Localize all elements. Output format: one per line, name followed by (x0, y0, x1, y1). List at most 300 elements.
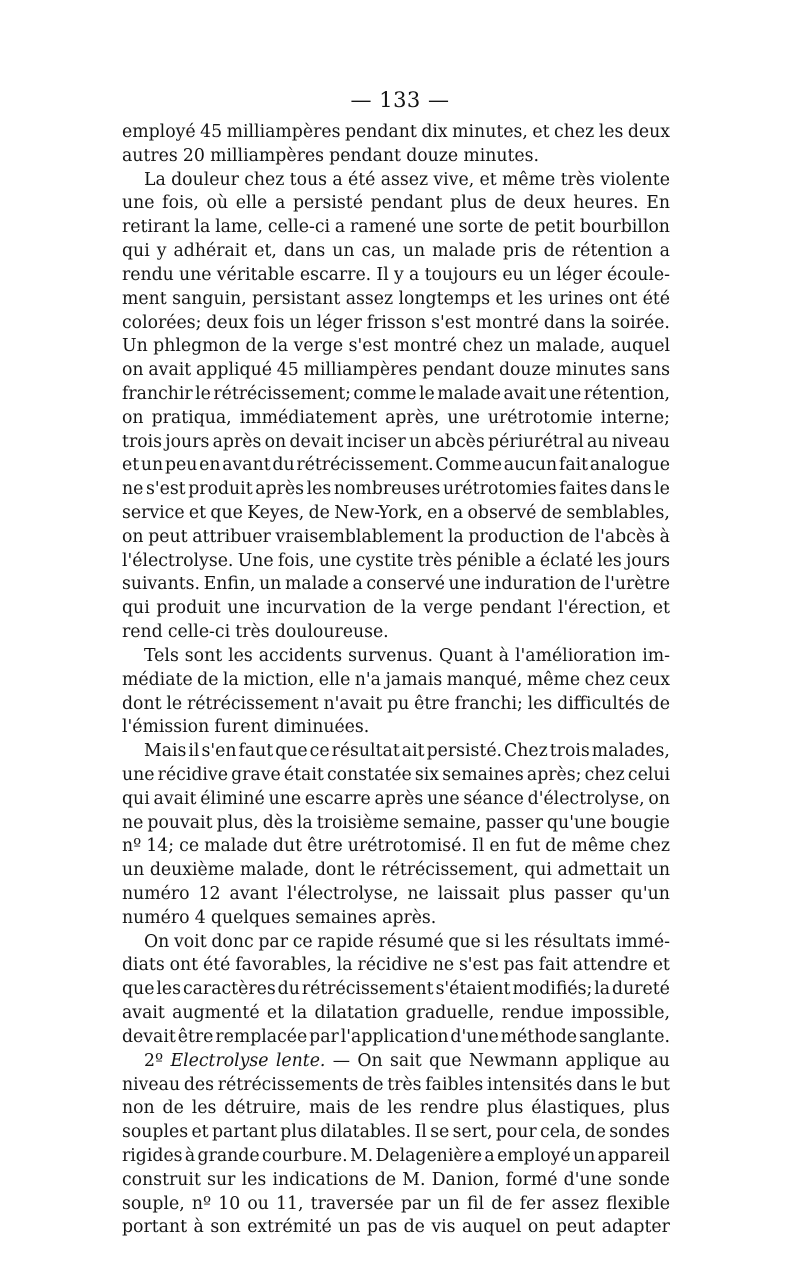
word: Tels (144, 645, 179, 666)
word: ne (122, 812, 144, 833)
word: ne (432, 955, 455, 976)
word: plus, (216, 812, 259, 833)
word: conservé (366, 574, 445, 595)
word: jours (625, 550, 670, 571)
word: on (122, 407, 144, 428)
word: plus (486, 1098, 524, 1119)
word: la (222, 669, 239, 690)
word: plus (633, 1098, 670, 1119)
word: elle (235, 193, 268, 214)
word: immédiatement (239, 407, 378, 428)
text-line (122, 978, 670, 1002)
word: a (484, 1145, 495, 1166)
word: fois, (162, 193, 199, 214)
word: Electrolyse (170, 1050, 269, 1071)
word: un (573, 1145, 596, 1166)
page-number: — 133 — (350, 88, 450, 112)
text-line (122, 907, 670, 931)
word: 12 (198, 884, 221, 904)
word: diats (122, 955, 165, 976)
word: le (621, 1074, 637, 1095)
word: qui (122, 788, 150, 809)
word: longtemps (398, 288, 491, 309)
word: et (532, 122, 550, 142)
word: tous (289, 169, 328, 190)
word: chez (554, 122, 595, 142)
word: milliampères (303, 360, 418, 381)
word: rendu (122, 264, 174, 285)
word: 45 (276, 360, 299, 381)
word: pratiqua, (151, 407, 232, 428)
word: se (430, 1122, 450, 1143)
word: de (308, 503, 330, 523)
word: survenus. (348, 645, 434, 666)
text-line (122, 550, 670, 574)
word: que (429, 1050, 462, 1071)
word: et, (254, 241, 277, 262)
word: une (318, 550, 352, 571)
word: de (362, 1074, 384, 1095)
word: élastiques, (531, 1098, 626, 1119)
word: a (274, 193, 286, 214)
word: celle-ci (167, 622, 231, 643)
word: fait (538, 955, 568, 976)
word: minutes, (452, 122, 528, 142)
word: de (540, 503, 562, 523)
word: assez (380, 169, 429, 190)
word: que (122, 979, 155, 1000)
word: s'est (145, 479, 186, 500)
word: devait (289, 431, 344, 452)
word: le (166, 693, 183, 714)
word: malade (204, 836, 268, 857)
word: immé- (615, 931, 670, 952)
word: résultats (533, 931, 611, 952)
word: ont (608, 288, 638, 309)
word: dont (122, 693, 162, 714)
word: semaines (442, 764, 524, 785)
word: dans (283, 241, 326, 262)
word: admettait (557, 860, 643, 881)
word: véritable (216, 264, 295, 285)
word: en (489, 836, 511, 857)
word: dont (314, 860, 355, 881)
word: n'a (354, 669, 381, 690)
word: impossible, (571, 1003, 670, 1024)
text-line (122, 1097, 670, 1121)
word: bourbillon (579, 217, 670, 238)
word: graduelle, (405, 1003, 495, 1024)
word: ment (122, 288, 167, 309)
word: augmenté (172, 1003, 260, 1024)
word: escarre (304, 788, 371, 809)
word: par (258, 931, 288, 952)
word: pendant (370, 193, 443, 214)
word: un (122, 860, 145, 881)
word: lente. (275, 1050, 326, 1071)
text-line (122, 145, 670, 169)
word: s'étaient (435, 979, 511, 1000)
text-line (122, 121, 670, 145)
text-line (122, 1074, 670, 1098)
word: elle (318, 669, 351, 690)
word: a (659, 241, 670, 262)
word: vis (431, 1217, 456, 1238)
text-line (122, 478, 670, 502)
word: ne (122, 479, 144, 500)
word: souples (122, 1122, 189, 1143)
word: l'application (340, 1026, 449, 1047)
word: séance (463, 788, 524, 809)
word: pendant (422, 360, 495, 381)
word: périurétral (488, 431, 584, 452)
word: de (162, 1098, 184, 1119)
word: un (647, 860, 670, 881)
word: a (332, 169, 343, 190)
word: Il (414, 1122, 427, 1143)
word: Newmann (468, 1050, 558, 1071)
text-line (122, 764, 670, 788)
word: urétrotomies (443, 479, 557, 500)
word: où (206, 193, 229, 214)
word: fil (467, 1193, 485, 1214)
word: on (527, 1217, 550, 1238)
word: soirée. (610, 312, 670, 333)
word: éclaté (539, 550, 593, 571)
word: pouvait (147, 812, 213, 833)
word: im- (642, 645, 670, 666)
word: pas (366, 1217, 398, 1238)
word: pénible (456, 550, 522, 571)
word: chez (584, 669, 625, 690)
word: cas, (361, 241, 396, 262)
word: montré (475, 312, 539, 333)
word: de (372, 598, 395, 619)
word: sur (207, 1169, 236, 1190)
word: par (309, 1026, 339, 1047)
word: aucun (503, 455, 558, 476)
word: urétrotomisé. (347, 836, 467, 857)
word: grave (231, 764, 281, 785)
word: une (227, 598, 260, 619)
word: passer (554, 884, 612, 904)
word: cystite (355, 550, 414, 571)
word: très (560, 169, 595, 190)
word: on (122, 360, 144, 381)
word: 2º (144, 1050, 164, 1071)
word: heures. (573, 193, 639, 214)
word: violente (600, 169, 670, 190)
word: été (642, 288, 670, 309)
word: de (568, 526, 590, 547)
word: que (210, 503, 243, 523)
word: 10 (218, 1193, 241, 1214)
text-line (122, 1145, 670, 1169)
word: sondes (609, 1122, 670, 1143)
word: jamais (385, 669, 443, 690)
word: pendant (479, 598, 552, 619)
word: 45 (200, 122, 223, 142)
word: très (235, 622, 270, 643)
word: attribuer (192, 526, 271, 547)
word: formé (505, 1169, 558, 1190)
word: 14; (146, 836, 175, 857)
word: chez (584, 764, 625, 785)
word: pendant (344, 122, 417, 142)
word: plus (280, 1122, 317, 1143)
word: minutes (555, 360, 626, 381)
word: furent (214, 717, 269, 738)
text-line (122, 693, 670, 717)
word: douloureuse. (274, 622, 389, 643)
word: de (245, 336, 267, 357)
word: persisté. (426, 741, 503, 762)
word: sanglante. (578, 1026, 670, 1047)
word: retirant (122, 217, 190, 238)
text-line (122, 526, 670, 550)
word: un (259, 574, 282, 595)
word: et (266, 1003, 285, 1024)
word: qu'un (620, 884, 670, 904)
word: une (268, 788, 302, 809)
word: verge (423, 598, 473, 619)
word: devait (122, 1026, 176, 1047)
text-line (122, 431, 670, 455)
word: dans (543, 312, 586, 333)
text-line (122, 812, 670, 836)
word: portant (122, 1217, 188, 1238)
word: à (184, 1145, 196, 1166)
word: assez (345, 288, 394, 309)
word: était (283, 764, 324, 785)
text-line (122, 359, 670, 383)
word: employé (497, 1145, 571, 1166)
word: milliampères (210, 145, 324, 166)
word: phlegmon (153, 336, 241, 357)
word: appareil (597, 1145, 670, 1166)
word: les (306, 479, 332, 500)
word: favorables, (235, 955, 332, 976)
word: grande (197, 1145, 260, 1166)
word: après, (385, 407, 440, 428)
word: du (277, 979, 300, 1000)
word: en (199, 455, 221, 476)
word: fait (558, 455, 589, 476)
word: dans (576, 1074, 618, 1095)
word: ou (247, 1193, 269, 1214)
word: Une (237, 550, 274, 571)
word: en (427, 503, 449, 523)
word: douze (406, 145, 459, 166)
word: après; (526, 764, 582, 785)
word: Delagenière (375, 1145, 483, 1166)
word: sorte (458, 217, 504, 238)
word: la (594, 979, 611, 1000)
word: rétrécissement. (296, 455, 434, 476)
word: Keyes, (247, 503, 305, 523)
word: s'est (431, 312, 471, 333)
word: rendre (419, 1098, 479, 1119)
word: minutes. (463, 145, 540, 166)
word: attendre (572, 955, 648, 976)
word: et (652, 598, 670, 619)
word: rétrécissements (217, 1074, 359, 1095)
word: 11, (276, 1193, 304, 1214)
word: résultat (331, 741, 400, 762)
word: milliampères (226, 122, 341, 142)
word: très (417, 550, 453, 571)
word: Chez (504, 741, 548, 762)
word: léger (316, 312, 362, 333)
word: faut (238, 741, 274, 762)
word: ramené (350, 217, 417, 238)
word: malades, (591, 741, 670, 762)
word: s'est (348, 336, 389, 357)
word: douleur (171, 169, 239, 190)
word: En (646, 193, 670, 214)
word: On (357, 1050, 383, 1071)
word: l'amélioration (514, 645, 637, 666)
word: service (122, 503, 185, 523)
word: verge (293, 336, 344, 357)
text-line (122, 1121, 670, 1145)
word: d'une (450, 1026, 499, 1047)
word: toujours (424, 264, 498, 285)
word: ait (401, 741, 425, 762)
word: les (191, 1098, 217, 1119)
word: douze (498, 360, 551, 381)
word: que (448, 931, 481, 952)
word: rend (122, 622, 163, 643)
word: peut (148, 526, 188, 547)
word: l'électrolyse, (286, 884, 399, 904)
word: des (183, 1074, 215, 1095)
word: persisté (292, 193, 363, 214)
text-line (122, 169, 670, 193)
word: extrémité (247, 1217, 332, 1238)
word: dès (262, 812, 293, 833)
word: y (394, 264, 404, 285)
word: rétrécissement (186, 693, 319, 714)
word: il (188, 741, 200, 762)
word: franchi; (454, 693, 523, 714)
word: dilatation (314, 1003, 399, 1024)
word: observé (467, 503, 537, 523)
text-line (122, 312, 670, 336)
word: cela, (540, 1122, 582, 1143)
word: donc (211, 931, 254, 952)
word: non (122, 1098, 155, 1119)
word: être (177, 1026, 214, 1047)
text-line (122, 954, 670, 978)
word: plus (450, 193, 487, 214)
word: caractères (182, 979, 276, 1000)
word: traversée (310, 1193, 394, 1214)
word: ne (407, 884, 429, 904)
word: franchir (122, 383, 193, 404)
text-line (122, 788, 670, 812)
word: deux (206, 312, 249, 333)
word: les (241, 1169, 267, 1190)
word: ceux (629, 669, 670, 690)
word: vive, (433, 169, 475, 190)
word: modifiés; (512, 979, 593, 1000)
word: nº (191, 1193, 212, 1214)
word: le (418, 383, 435, 404)
word: petit (534, 217, 576, 238)
word: la (447, 526, 464, 547)
word: escarre. (299, 264, 372, 285)
word: méthode (500, 1026, 578, 1047)
text-line (122, 502, 670, 526)
word: ce (309, 741, 330, 762)
word: induration (484, 574, 577, 595)
word: sont (184, 645, 223, 666)
word: par (400, 1193, 431, 1214)
word: remplacée (215, 1026, 308, 1047)
word: résumé (378, 931, 444, 952)
word: récidive (357, 955, 428, 976)
word: l'émission (122, 717, 210, 738)
word: rendue (501, 1003, 564, 1024)
text-line (122, 335, 670, 359)
text-line (122, 192, 670, 216)
word: qu'une (547, 812, 607, 833)
word: un (289, 312, 312, 333)
word: la (590, 312, 606, 333)
word: a (409, 264, 420, 285)
word: — (332, 1050, 351, 1071)
word: qui (122, 598, 150, 619)
word: après (255, 479, 304, 500)
word: un (528, 264, 552, 285)
word: à (498, 645, 509, 666)
word: du (272, 455, 295, 476)
word: si (485, 931, 500, 952)
word: frisson (366, 312, 427, 333)
word: nombreuses (333, 479, 441, 500)
text-line (122, 1050, 670, 1074)
word: accidents (258, 645, 343, 666)
word: eu (502, 264, 524, 285)
word: fois (253, 312, 285, 333)
word: peut (555, 1217, 596, 1238)
word: son (210, 1217, 241, 1238)
word: deux (523, 193, 566, 214)
word: dans (610, 479, 652, 500)
word: avait (503, 383, 547, 404)
word: de (543, 241, 565, 262)
word: niveau (122, 1074, 181, 1095)
word: Danion, (431, 1169, 500, 1190)
word: Il (376, 264, 389, 285)
word: Mais (144, 741, 187, 762)
word: rapide (317, 931, 374, 952)
word: construit (122, 1169, 201, 1190)
word: la (291, 1003, 308, 1024)
word: pas (503, 955, 534, 976)
word: peu (164, 455, 198, 476)
word: sonde (618, 1169, 670, 1190)
word: urétrotomie (487, 407, 593, 428)
text-line (122, 1026, 670, 1050)
word: dilatables. (320, 1122, 412, 1143)
word: semaines (295, 907, 377, 928)
text-line (122, 1002, 670, 1026)
word: l'érection, (558, 598, 647, 619)
word: La (144, 169, 166, 190)
word: semblables, (566, 503, 670, 523)
